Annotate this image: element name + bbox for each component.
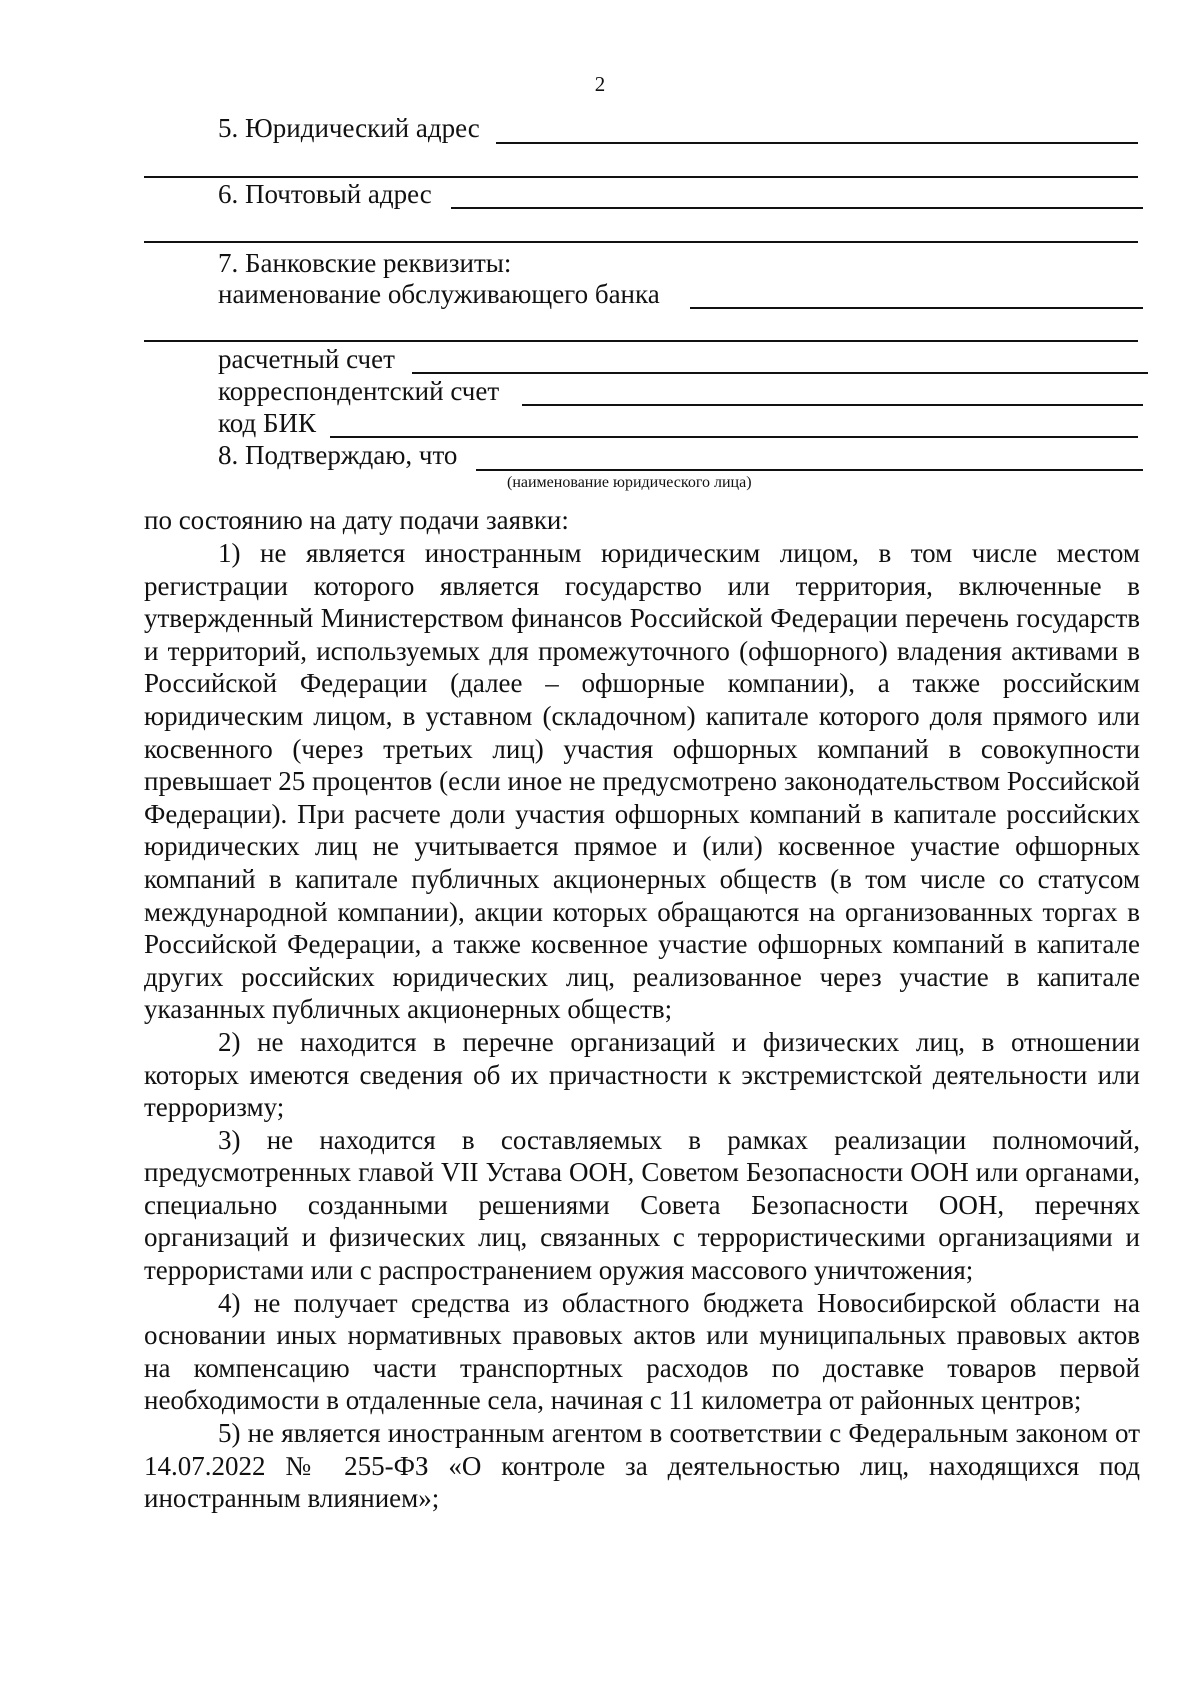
legal-address-label: 5. Юридический адрес xyxy=(218,113,480,143)
condition-item-3: 3) не находится в составляемых в рамках реализации полномочий, предусмотренных главой VII Устава ООН, Советом Безопасности ООН или органами, специально созданными решениями Совета Безопасности ООН, перечнях организаций и физических лиц, связанных с террористическими организациями и террористами или с распространением оружия массового уничтожения; xyxy=(144,1124,1140,1286)
entity-name-field-line[interactable] xyxy=(476,469,1143,471)
conditions-list xyxy=(144,537,1140,1515)
bik-label: код БИК xyxy=(218,408,316,438)
intro-text: по состоянию на дату подачи заявки: xyxy=(144,505,569,535)
confirm-label: 8. Подтверждаю, что xyxy=(218,440,458,470)
page-number: 2 xyxy=(594,72,606,96)
postal-address-label: 6. Почтовый адрес xyxy=(218,179,432,209)
condition-item-4: 4) не получает средства из областного бюджета Новосибирской области на основании иных нормативных правовых актов или муниципальных правовых актов на компенсацию части транспортных расходов по доставке товаров первой необходимости в отдаленные села, начиная с 11 километра от районных центров; xyxy=(144,1287,1140,1416)
bank-name-field-line-2[interactable] xyxy=(144,340,1138,342)
legal-address-field-line-2[interactable] xyxy=(144,176,1138,178)
bank-details-label: 7. Банковские реквизиты: xyxy=(218,248,512,278)
bank-name-label: наименование обслуживающего банка xyxy=(218,279,660,309)
bank-name-field-line[interactable] xyxy=(690,307,1143,309)
entity-name-caption: (наименование юридического лица) xyxy=(507,474,752,491)
bik-field-line[interactable] xyxy=(330,436,1138,438)
postal-address-field-line[interactable] xyxy=(451,207,1143,209)
condition-item-5: 5) не является иностранным агентом в соответствии с Федеральным законом от 14.07.2022 № 255-ФЗ «О контроле за деятельностью лиц, находящихся под иностранным влиянием»; xyxy=(144,1418,1140,1514)
correspondent-account-field-line[interactable] xyxy=(522,404,1143,406)
condition-item-1: 1) не является иностранным юридическим лицом, в том числе местом регистрации которого является государство или территория, включенные в утвержденный Министерством финансов Российской Федерации перечень государств и территорий, используемых для промежуточного (офшорного) владения активами в Российской Федерации (далее – офшорные компании), а также российским юридическим лицом, в уставном (складочном) капитале которого доля прямого или косвенного (через третьих лиц) участия офшорных компаний в совокупности превышает 25 процентов (если иное не предусмотрено законодательством Российской Федерации). При расчете доли участия офшорных компаний в капитале российских юридических лиц не учитывается прямое и (или) косвенное участие офшорных компаний в капитале публичных акционерных обществ (в том числе со статусом международной компании), акции которых обращаются на организованных торгах в Российской Федерации, а также косвенное участие офшорных компаний в капитале других российских юридических лиц, реализованное через участие в капитале указанных публичных акционерных обществ; xyxy=(144,538,1140,1025)
correspondent-account-label: корреспондентский счет xyxy=(218,376,500,406)
postal-address-field-line-2[interactable] xyxy=(144,241,1138,243)
legal-address-field-line[interactable] xyxy=(496,142,1138,144)
settlement-account-field-line[interactable] xyxy=(412,372,1148,374)
settlement-account-label: расчетный счет xyxy=(218,344,395,374)
condition-item-2: 2) не находится в перечне организаций и физических лиц, в отношении которых имеются сведения об их причастности к экстремистской деятельности или терроризму; xyxy=(144,1026,1140,1123)
